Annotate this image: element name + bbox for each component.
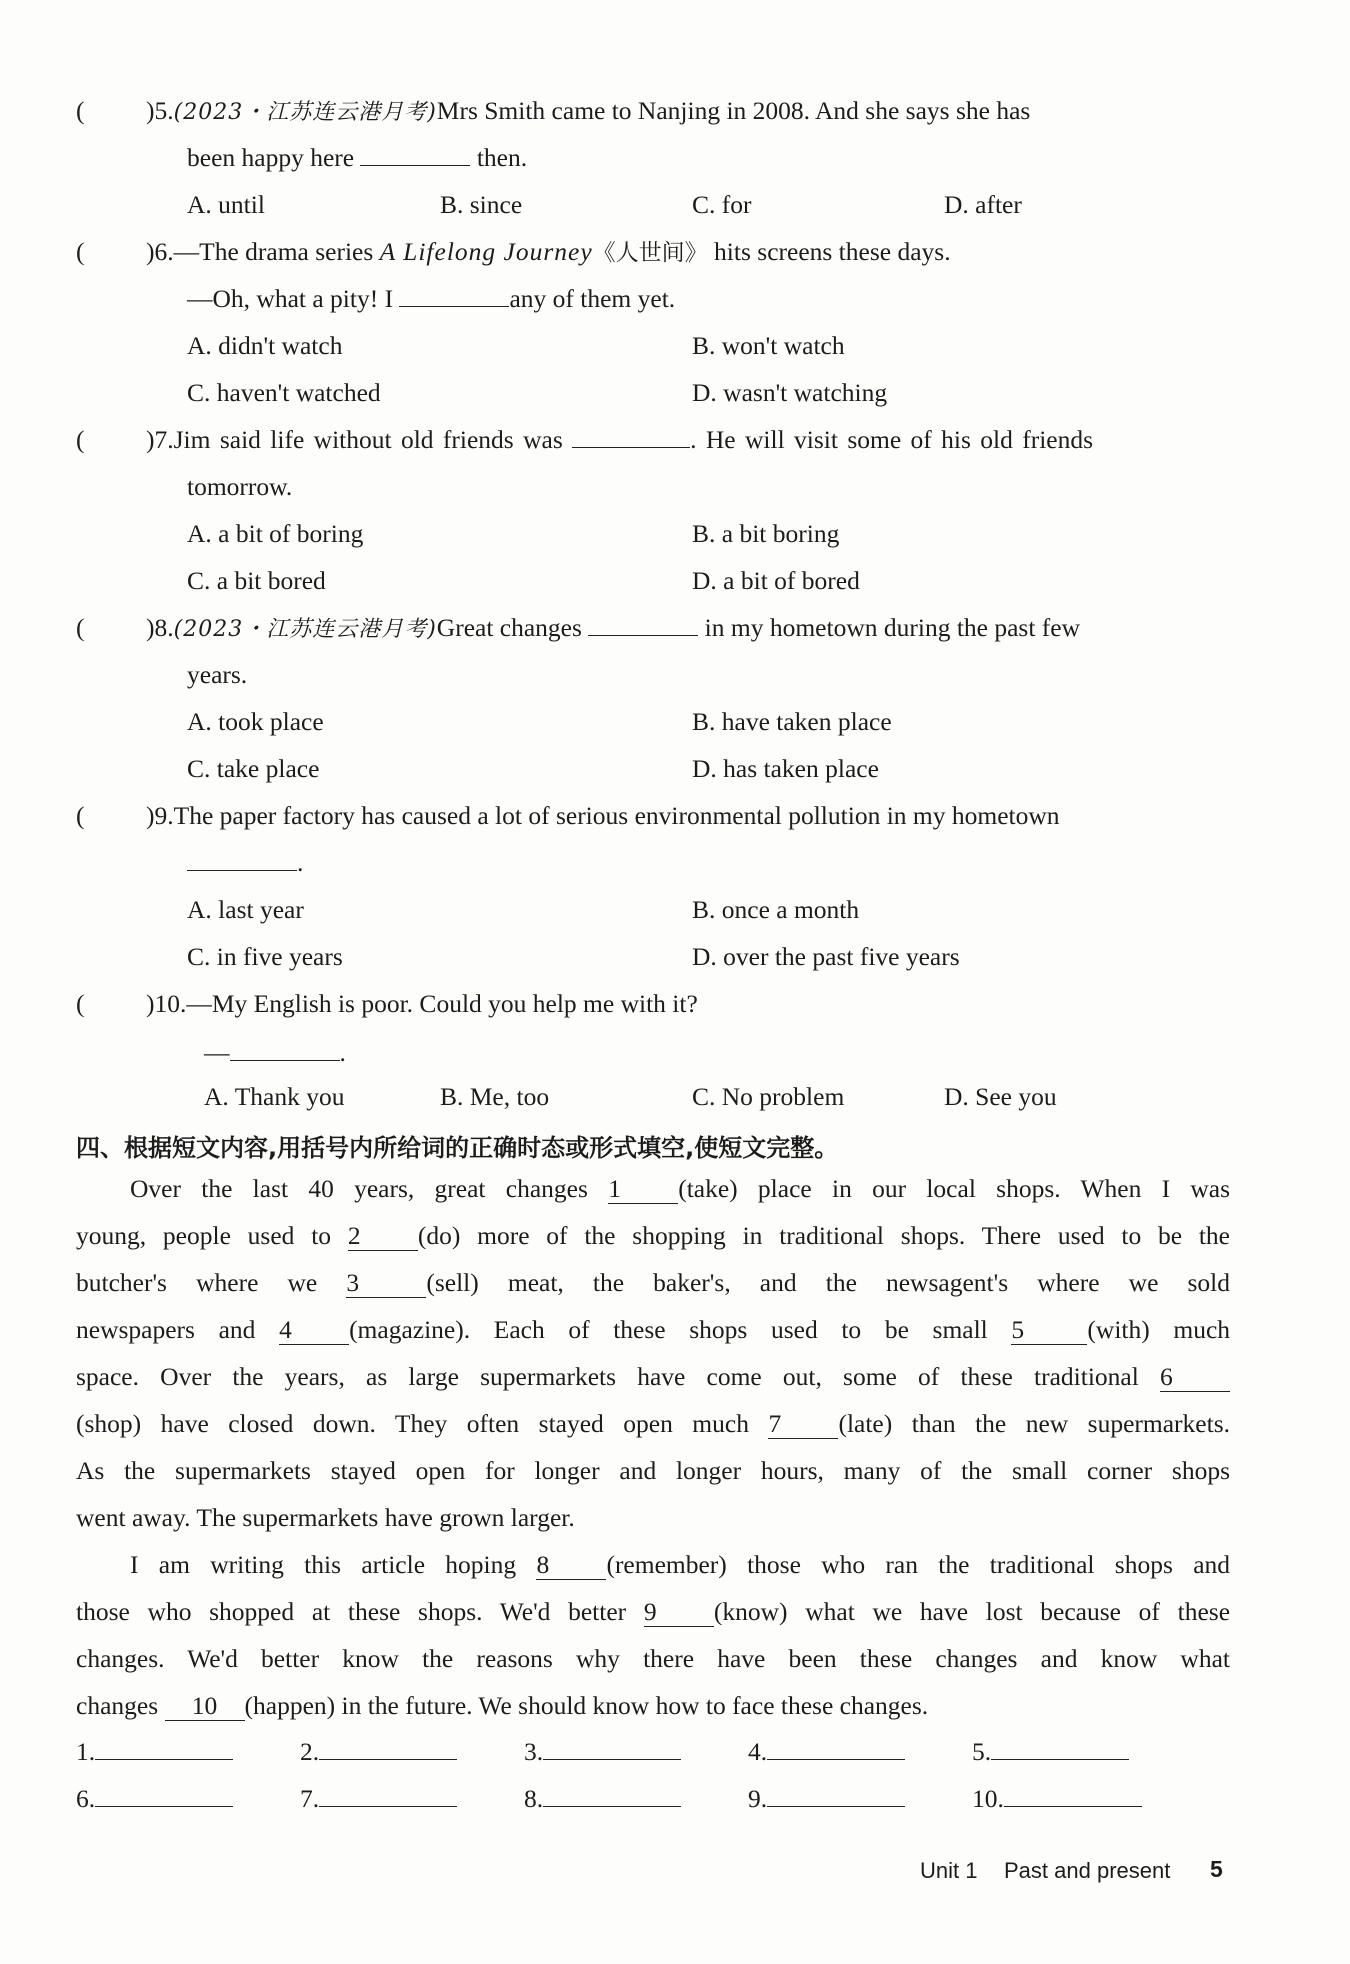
q6-drama-title: A Lifelong Journey — [379, 237, 593, 266]
q6-answer-paren[interactable]: ( — [76, 237, 85, 266]
q7-blank[interactable] — [572, 423, 690, 448]
answer-2-line[interactable] — [319, 1735, 457, 1760]
page-number: 5 — [1210, 1856, 1223, 1882]
p1-l6-b: (late) than the new supermarkets. — [838, 1409, 1231, 1438]
p1-line4 — [76, 1313, 1230, 1347]
q6-stem — [146, 235, 951, 270]
q9-option-c[interactable]: C. in five years — [187, 942, 343, 971]
q8-text2: years. — [187, 660, 248, 689]
p2-l2-a: those who shopped at these shops. We'd better — [76, 1597, 627, 1626]
p2-l1-b: (remember) those who ran the traditional shops and — [606, 1550, 1231, 1579]
q8-option-c[interactable]: C. take place — [187, 754, 320, 783]
answer-7[interactable] — [300, 1782, 457, 1816]
answer-1-label: 1. — [76, 1737, 96, 1766]
q6-text1a: —The drama series — [173, 237, 374, 266]
p1-line7: As the supermarkets stayed open for longer and longer hours, many of the small corner shops — [76, 1456, 1230, 1485]
answer-4-line[interactable] — [767, 1735, 905, 1760]
q7-answer-paren[interactable]: ( — [76, 425, 85, 454]
p2-line2 — [76, 1595, 1230, 1629]
answer-4[interactable] — [748, 1735, 905, 1769]
q8-option-b[interactable]: B. have taken place — [692, 707, 892, 736]
q9-option-a[interactable]: A. last year — [187, 895, 304, 924]
answer-6-line[interactable] — [95, 1782, 233, 1807]
q10-answer-paren[interactable]: ( — [76, 989, 85, 1018]
q9-number: )9. — [146, 801, 174, 830]
q5-text2a: been happy here — [187, 143, 355, 172]
blank-10[interactable]: 10 — [165, 1692, 245, 1721]
answer-1-line[interactable] — [95, 1735, 233, 1760]
answer-10[interactable] — [972, 1782, 1142, 1816]
p1-line6 — [76, 1407, 1230, 1441]
blank-9[interactable]: 9 — [644, 1598, 714, 1627]
q9-answer-paren[interactable]: ( — [76, 801, 85, 830]
answer-9[interactable] — [748, 1782, 905, 1816]
q9-option-b[interactable]: B. once a month — [692, 895, 860, 924]
q5-option-d[interactable]: D. after — [944, 190, 1022, 219]
p1-l1-a: Over the last 40 years, great changes — [130, 1174, 588, 1203]
q7-option-c[interactable]: C. a bit bored — [187, 566, 326, 595]
footer-unit: Unit 1 — [920, 1858, 978, 1883]
p1-l6-a: (shop) have closed down. They often stayed open much — [76, 1409, 749, 1438]
q6-option-b[interactable]: B. won't watch — [692, 331, 845, 360]
p2-l2-b: (know) what we have lost because of these — [713, 1597, 1231, 1626]
q6-text1b: hits screens these days. — [714, 237, 951, 266]
q6-blank[interactable] — [399, 282, 509, 307]
q9-text2: . — [297, 848, 304, 877]
q6-text2b: any of them yet. — [509, 284, 676, 313]
q6-text2a: —Oh, what a pity! I — [187, 284, 394, 313]
p1-l5-a: space. Over the years, as large supermarkets have come out, some of these traditional — [76, 1362, 1139, 1391]
answer-5[interactable] — [972, 1735, 1129, 1769]
p1-l1-b: (take) place in our local shops. When I was — [678, 1174, 1231, 1203]
answer-9-line[interactable] — [767, 1782, 905, 1807]
q10-text2b: . — [339, 1038, 346, 1067]
blank-2[interactable]: 2 — [348, 1222, 418, 1251]
q10-option-a[interactable]: A. Thank you — [204, 1082, 345, 1111]
q10-option-c[interactable]: C. No problem — [692, 1082, 845, 1111]
answer-8-label: 8. — [524, 1784, 544, 1813]
q8-option-a[interactable]: A. took place — [187, 707, 324, 736]
answer-3[interactable] — [524, 1735, 681, 1769]
p2-l1-a: I am writing this article hoping — [130, 1550, 517, 1579]
answer-2-label: 2. — [300, 1737, 320, 1766]
q6-stem-line2 — [187, 282, 675, 316]
p1-l2-b: (do) more of the shopping in traditional shops. There used to be the — [417, 1221, 1230, 1250]
answer-7-label: 7. — [300, 1784, 320, 1813]
p1-line5 — [76, 1360, 1230, 1394]
q8-text1b: in my hometown during the past few — [704, 613, 1081, 642]
q9-blank[interactable] — [187, 846, 297, 871]
q5-text1: Mrs Smith came to Nanjing in 2008. And she says she has — [436, 96, 1031, 125]
q8-stem — [146, 611, 1080, 647]
q5-option-a[interactable]: A. until — [187, 190, 265, 219]
p1-l4-a: newspapers and — [76, 1315, 256, 1344]
q6-number: )6. — [146, 237, 174, 266]
p1-l3-b: (sell) meat, the baker's, and the newsagent's where we sold — [426, 1268, 1231, 1297]
p2-l4-a: changes — [76, 1691, 159, 1720]
q8-number: )8. — [146, 613, 174, 642]
blank-7[interactable]: 7 — [768, 1410, 838, 1439]
q9-option-d[interactable]: D. over the past five years — [692, 942, 960, 971]
q6-option-d[interactable]: D. wasn't watching — [692, 378, 888, 407]
q10-stem-line2 — [204, 1036, 346, 1070]
answer-3-line[interactable] — [543, 1735, 681, 1760]
q5-stem-line2 — [187, 141, 527, 175]
answer-10-label: 10. — [972, 1784, 1004, 1813]
q10-option-b[interactable]: B. Me, too — [440, 1082, 550, 1111]
q7-option-a[interactable]: A. a bit of boring — [187, 519, 364, 548]
p2-l4-b: (happen) in the future. We should know how to face these changes. — [244, 1691, 929, 1720]
answer-1[interactable] — [76, 1735, 233, 1769]
answer-8[interactable] — [524, 1782, 681, 1816]
blank-6[interactable]: 6 — [1160, 1363, 1230, 1392]
p2-line1 — [130, 1548, 1230, 1582]
q5-answer-paren[interactable]: ( — [76, 96, 85, 125]
q10-stem — [146, 987, 698, 1021]
q7-option-b[interactable]: B. a bit boring — [692, 519, 840, 548]
q10-text2a: — — [204, 1038, 230, 1067]
p1-line2 — [76, 1219, 1230, 1253]
p2-line4 — [76, 1689, 928, 1723]
p1-l2-a: young, people used to — [76, 1221, 332, 1250]
answer-6-label: 6. — [76, 1784, 96, 1813]
q8-text1a: Great changes — [436, 613, 582, 642]
q9-stem — [146, 799, 1060, 833]
q8-source: (2023・江苏连云港月考) — [173, 617, 437, 642]
answer-5-label: 5. — [972, 1737, 992, 1766]
answer-4-label: 4. — [748, 1737, 768, 1766]
q8-blank[interactable] — [588, 611, 698, 636]
answer-10-line[interactable] — [1004, 1782, 1142, 1807]
q6-option-a[interactable]: A. didn't watch — [187, 331, 343, 360]
q10-text1: —My English is poor. Could you help me with it? — [186, 989, 698, 1018]
q9-stem-line2 — [187, 846, 303, 880]
q5-source: (2023・江苏连云港月考) — [173, 100, 437, 125]
q7-text1a: Jim said life without old friends was — [173, 425, 563, 454]
q5-option-b[interactable]: B. since — [440, 190, 523, 219]
q5-option-c[interactable]: C. for — [692, 190, 752, 219]
answer-7-line[interactable] — [319, 1782, 457, 1807]
q8-option-d[interactable]: D. has taken place — [692, 754, 879, 783]
q7-number: )7. — [146, 425, 174, 454]
blank-5[interactable]: 5 — [1011, 1316, 1087, 1345]
blank-3[interactable]: 3 — [346, 1269, 426, 1298]
q7-text2: tomorrow. — [187, 472, 293, 501]
q8-answer-paren[interactable]: ( — [76, 613, 85, 642]
answer-2[interactable] — [300, 1735, 457, 1769]
p1-l4-c: (with) much — [1087, 1315, 1231, 1344]
answer-6[interactable] — [76, 1782, 233, 1816]
q10-blank[interactable] — [230, 1036, 340, 1061]
blank-1[interactable]: 1 — [608, 1175, 678, 1204]
q5-number: )5. — [146, 96, 174, 125]
p1-l3-a: butcher's where we — [76, 1268, 318, 1297]
p1-line8: went away. The supermarkets have grown larger. — [76, 1503, 575, 1532]
answer-3-label: 3. — [524, 1737, 544, 1766]
footer-title: Past and present — [1004, 1858, 1171, 1883]
q9-text1: The paper factory has caused a lot of serious environmental pollution in my hometown — [173, 801, 1060, 830]
answer-5-line[interactable] — [991, 1735, 1129, 1760]
answer-8-line[interactable] — [543, 1782, 681, 1807]
p2-line3: changes. We'd better know the reasons why there have been these changes and know what — [76, 1644, 1230, 1673]
q6-drama-cn: 《人世间》 — [592, 240, 708, 266]
q5-stem — [146, 94, 1030, 130]
blank-4[interactable]: 4 — [279, 1316, 349, 1345]
p1-line3 — [76, 1266, 1230, 1300]
q10-number: )10. — [146, 989, 187, 1018]
section4-heading: 四、根据短文内容,用括号内所给词的正确时态或形式填空,使短文完整。 — [76, 1134, 839, 1162]
q6-option-c[interactable]: C. haven't watched — [187, 378, 381, 407]
q7-stem — [146, 423, 1093, 457]
q5-blank[interactable] — [360, 141, 470, 166]
answer-9-label: 9. — [748, 1784, 768, 1813]
q7-text1b: . He will visit some of his old friends — [690, 425, 1094, 454]
q5-text2b: then. — [476, 143, 528, 172]
blank-8[interactable]: 8 — [536, 1551, 606, 1580]
q7-option-d[interactable]: D. a bit of bored — [692, 566, 860, 595]
p1-line1 — [130, 1172, 1230, 1206]
p1-l4-b: (magazine). Each of these shops used to be small — [349, 1315, 988, 1344]
q10-option-d[interactable]: D. See you — [944, 1082, 1057, 1111]
